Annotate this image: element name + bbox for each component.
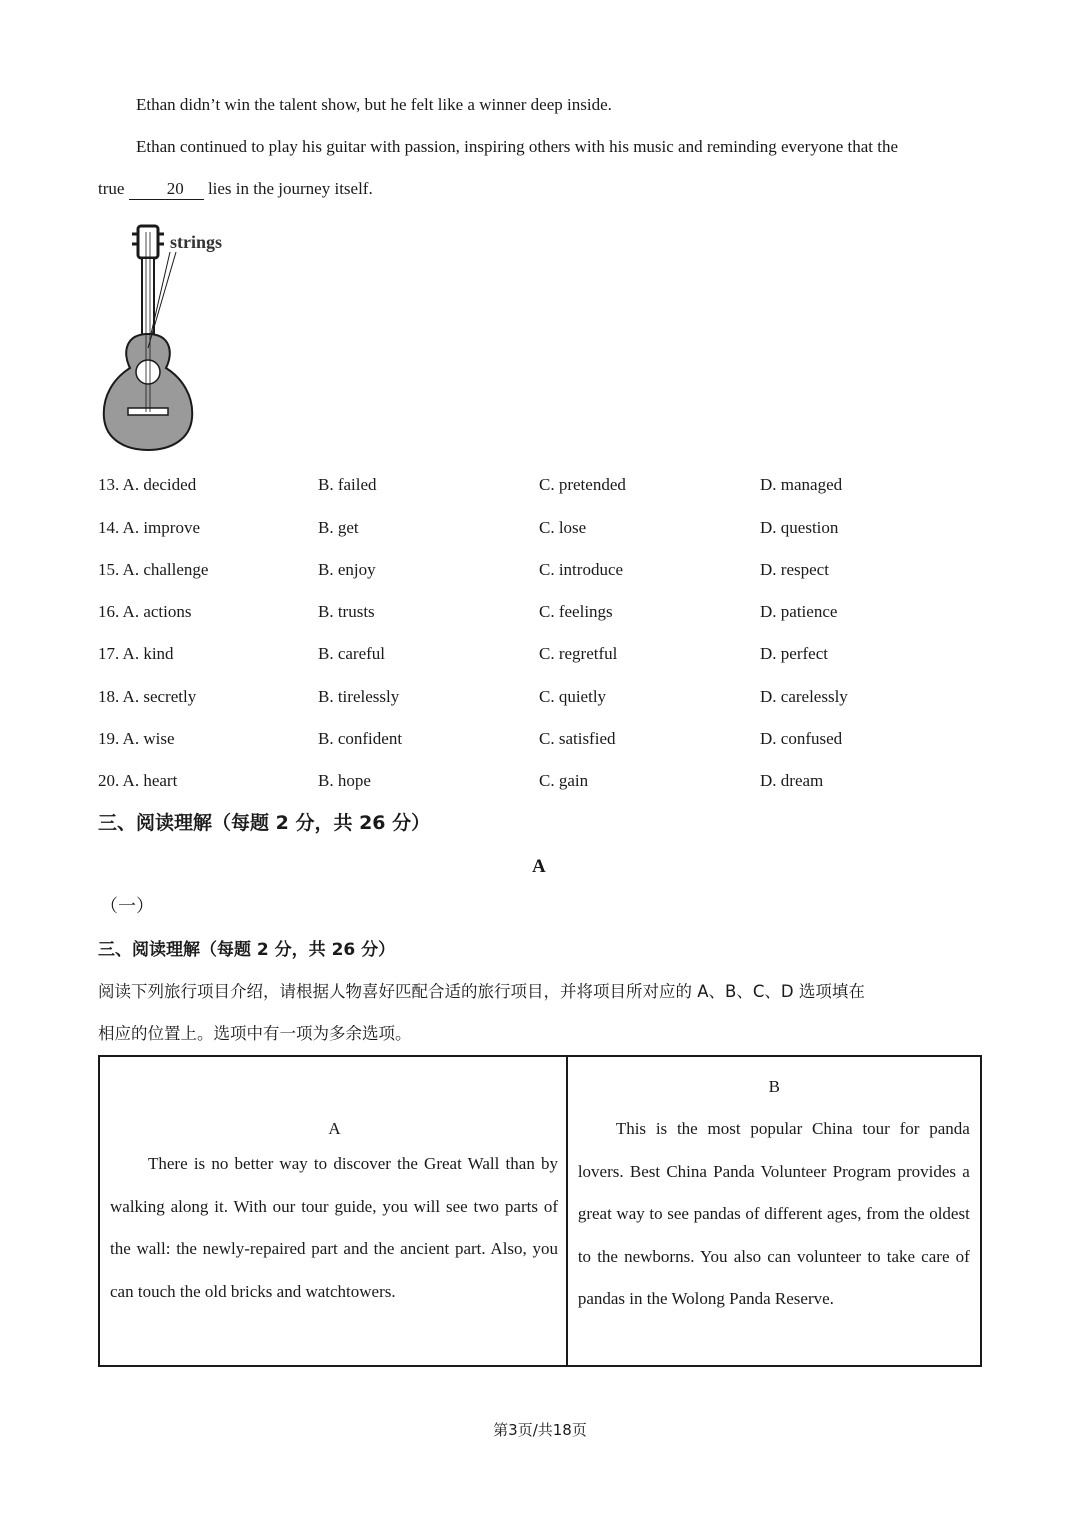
option-b: B. hope [318,771,371,790]
option-c: C. regretful [539,644,618,663]
option-c: C. gain [539,771,589,790]
option-c: C. pretended [539,475,626,494]
story-line-3-start: true [98,179,125,198]
option-d: D. patience [760,602,838,621]
cell-b-text: This is the most popular China tour for panda lovers. Best China Panda Volunteer Program provides a great way to see pandas of different ages, from the oldest to the newborns. You also can volunteer to take care of pandas in the Wolong Panda Reserve. [577,1119,970,1308]
guitar-headstock [138,226,158,258]
option-a: 16. A. actions [98,602,192,621]
instruction-line-1: 阅读下列旅行项目介绍，请根据人物喜好匹配合适的旅行项目，并将项目所对应的 A、B、C、D 选项填在 [98,982,865,1001]
option-d: D. dream [760,771,824,790]
story-line-1: Ethan didn’t win the talent show, but he felt like a winner deep inside. [136,95,612,114]
cell-a-text: There is no better way to discover the Great Wall than by walking along it. With our tour guide, you will see two parts of the wall: the newly-repaired part and the ancient part. Also, you can touch the old bricks and watchtowers. [110,1154,558,1301]
cell-b-letter: B [768,1077,780,1096]
option-a: 19. A. wise [98,729,175,748]
section-heading-repeat: 三、阅读理解（每题 2 分，共 26 分） [98,940,396,960]
option-d: D. question [760,518,839,537]
option-b: B. get [318,518,359,537]
cell-a-letter: A [328,1119,341,1138]
option-a: 20. A. heart [98,771,178,790]
instruction-line-2: 相应的位置上。选项中有一项为多余选项。 [98,1024,412,1043]
option-a: 15. A. challenge [98,560,209,579]
strings-label: strings [170,232,223,252]
story-line-3 [98,178,373,200]
option-c: C. satisfied [539,729,616,748]
option-a: 14. A. improve [98,518,200,537]
option-a: 18. A. secretly [98,687,197,706]
option-b: B. tirelessly [318,687,400,706]
part-letter: A [532,856,546,877]
table-cell-a [99,1056,567,1366]
option-b: B. failed [318,475,377,494]
option-a: 17. A. kind [98,644,174,663]
table-cell-b [567,1056,981,1366]
guitar-sound-hole [136,360,160,384]
option-d: D. confused [760,729,843,748]
option-b: B. confident [318,729,403,748]
option-c: C. feelings [539,602,613,621]
option-a: 13. A. decided [98,475,197,494]
section-heading: 三、阅读理解（每题 2 分，共 26 分） [98,812,431,834]
guitar-body [104,334,192,450]
sub-part-label: （一） [100,896,154,917]
guitar-bridge [128,408,168,415]
option-b: B. enjoy [318,560,376,579]
story-line-3-end: lies in the journey itself. [207,179,373,198]
option-d: D. respect [760,560,829,579]
travel-options-table [98,1055,982,1367]
story-line-2: Ethan continued to play his guitar with passion, inspiring others with his music and reminding everyone that the [136,137,899,156]
option-c: C. lose [539,518,587,537]
guitar-figure [96,222,246,454]
option-d: D. carelessly [760,687,848,706]
option-d: D. perfect [760,644,828,663]
option-d: D. managed [760,475,843,494]
option-b: B. careful [318,644,386,663]
option-b: B. trusts [318,602,375,621]
guitar-neck [142,258,154,338]
option-c: C. quietly [539,687,607,706]
blank-20: 20 [129,179,204,200]
option-c: C. introduce [539,560,624,579]
page-footer: 第3页/共18页 [493,1421,587,1439]
